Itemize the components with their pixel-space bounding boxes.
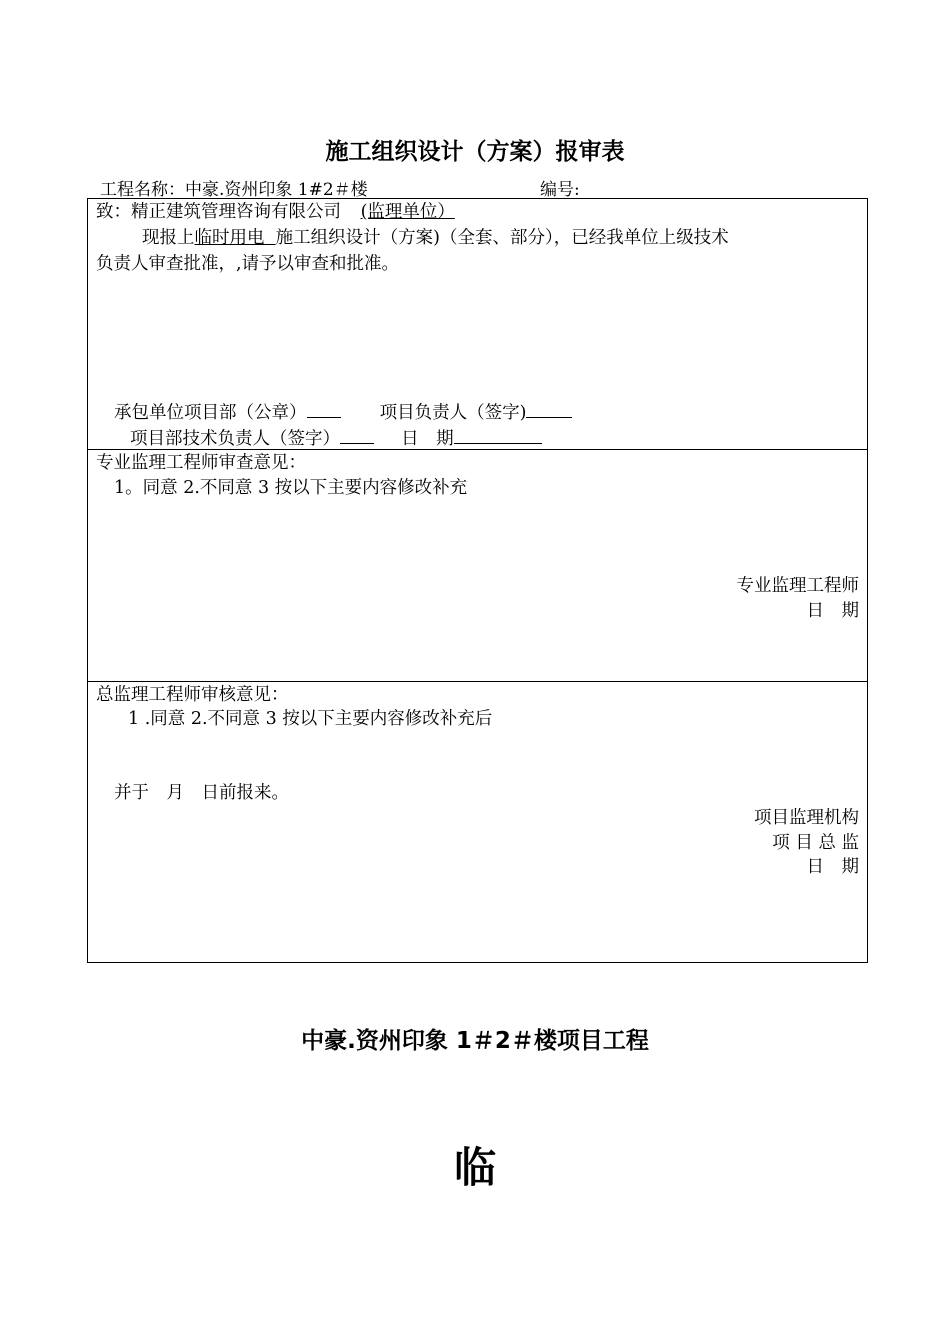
- number-label: 编号:: [540, 180, 580, 200]
- signature-line-1: [114, 399, 572, 425]
- to-company: 精正建筑管理咨询有限公司: [131, 202, 341, 222]
- approval-form-table: [87, 198, 868, 963]
- contractor-seal-blank: [307, 399, 341, 418]
- chief-review-deadline: 并于 月 日前报来。: [114, 783, 289, 803]
- report-suffix: 施工组织设计（方案)（全套、部分），已经我单位上级技术: [275, 228, 729, 248]
- project-name-row: [100, 175, 368, 200]
- chief-date: 日 期: [806, 857, 859, 877]
- supervision-org: 项目监理机构: [754, 808, 859, 828]
- submission-section: [88, 199, 867, 450]
- engineer-date: 日 期: [806, 601, 859, 621]
- date-blank: [454, 425, 542, 444]
- to-label: 致：: [96, 202, 131, 222]
- report-line-1: [142, 226, 729, 250]
- project-leader-label: 项目负责人（签字): [379, 403, 527, 423]
- contractor-seal-label: 承包单位项目部（公章）: [114, 403, 307, 423]
- report-item: 临时用电: [194, 228, 265, 248]
- project-leader-blank: [526, 399, 572, 418]
- tech-leader-label: 项目部技术负责人（签字）: [130, 429, 340, 449]
- engineer-review-heading: 专业监理工程师审查意见：: [96, 453, 306, 473]
- cover-heading-char: 临: [453, 1143, 496, 1192]
- addressee-line: [96, 200, 455, 224]
- chief-review-section: [88, 682, 867, 962]
- engineer-review-section: [88, 450, 867, 682]
- engineer-review-options: 1。同意 2.不同意 3 按以下主要内容修改补充: [114, 478, 468, 498]
- project-name-label: 工程名称：: [100, 180, 185, 200]
- project-name-value: 中豪.资州印象 1#2＃楼: [185, 180, 368, 200]
- chief-supervisor: 项 目 总 监: [772, 833, 859, 853]
- chief-review-heading: 总监理工程师审核意见：: [96, 685, 289, 705]
- chief-review-options: 1 .同意 2.不同意 3 按以下主要内容修改补充后: [128, 709, 493, 729]
- report-prefix: 现报上: [142, 228, 195, 248]
- project-title: 中豪.资州印象 1＃2＃楼项目工程: [301, 1028, 649, 1054]
- form-title: 施工组织设计（方案）报审表: [325, 139, 625, 165]
- to-unit: (监理单位）: [360, 202, 455, 222]
- report-line-2: 负责人审查批准，,请予以审查和批准。: [96, 254, 400, 274]
- tech-leader-blank: [340, 425, 374, 444]
- engineer-signer: 专业监理工程师: [736, 576, 859, 596]
- date-label: 日 期: [401, 429, 454, 449]
- signature-line-2: [130, 425, 542, 451]
